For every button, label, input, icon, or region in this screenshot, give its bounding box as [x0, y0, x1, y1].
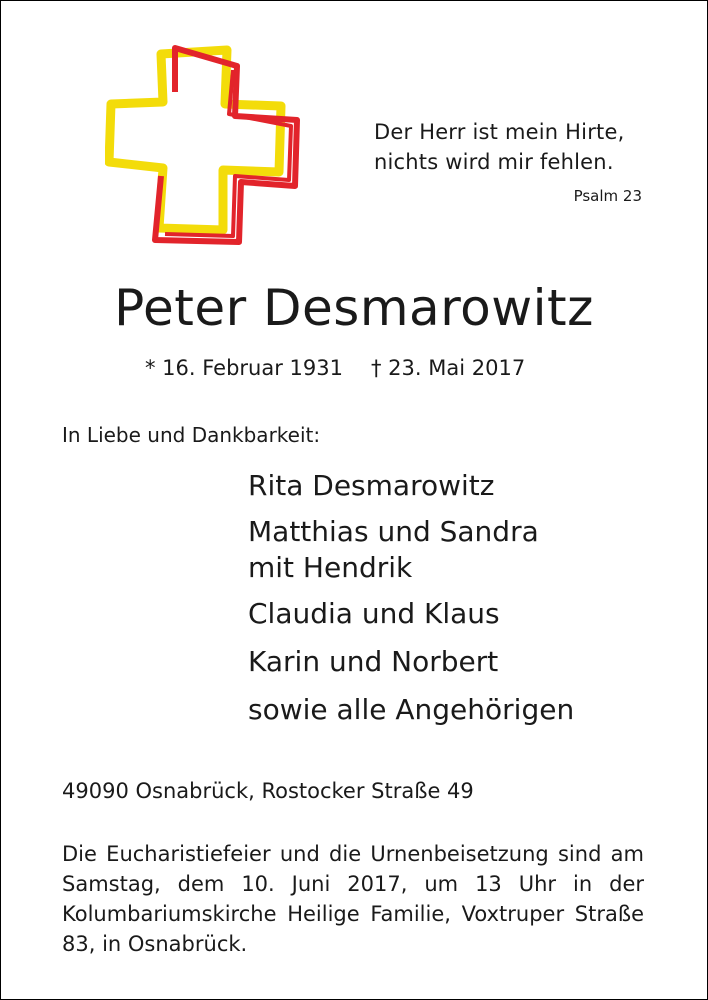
deceased-name: Peter Desmarowitz	[114, 279, 594, 337]
service-details: Die Eucharistiefeier und die Urnenbeisetzung sind am Samstag, dem 10. Juni 2017, um 13 Uhr in der Kolumbariumskirche Heilige Familie, Voxtruper Straße 83, in Osnabrück.	[62, 842, 644, 956]
mourning-intro: In Liebe und Dankbarkeit:	[62, 423, 321, 447]
life-dates	[145, 356, 525, 380]
death-date: † 23. Mai 2017	[371, 356, 526, 380]
quote-reference: Psalm 23	[573, 187, 642, 205]
mourner-entry: sowie alle Angehörigen	[248, 693, 575, 726]
mourner-entry: Claudia und Klaus	[248, 597, 500, 630]
cross-icon	[105, 42, 315, 254]
family-address: 49090 Osnabrück, Rostocker Straße 49	[62, 779, 474, 803]
quote-line-2: nichts wird mir fehlen.	[374, 150, 614, 174]
mourner-entry: Karin und Norbert	[248, 645, 499, 678]
quote-line-1: Der Herr ist mein Hirte,	[374, 120, 625, 144]
birth-date: * 16. Februar 1931	[145, 356, 343, 380]
mourner-entry: Rita Desmarowitz	[248, 469, 495, 502]
psalm-quote	[374, 117, 624, 177]
mourners-list	[248, 470, 574, 726]
mourner-entry: Matthias und Sandra mit Hendrik	[248, 515, 539, 584]
cross-yellow-stroke	[109, 50, 281, 230]
